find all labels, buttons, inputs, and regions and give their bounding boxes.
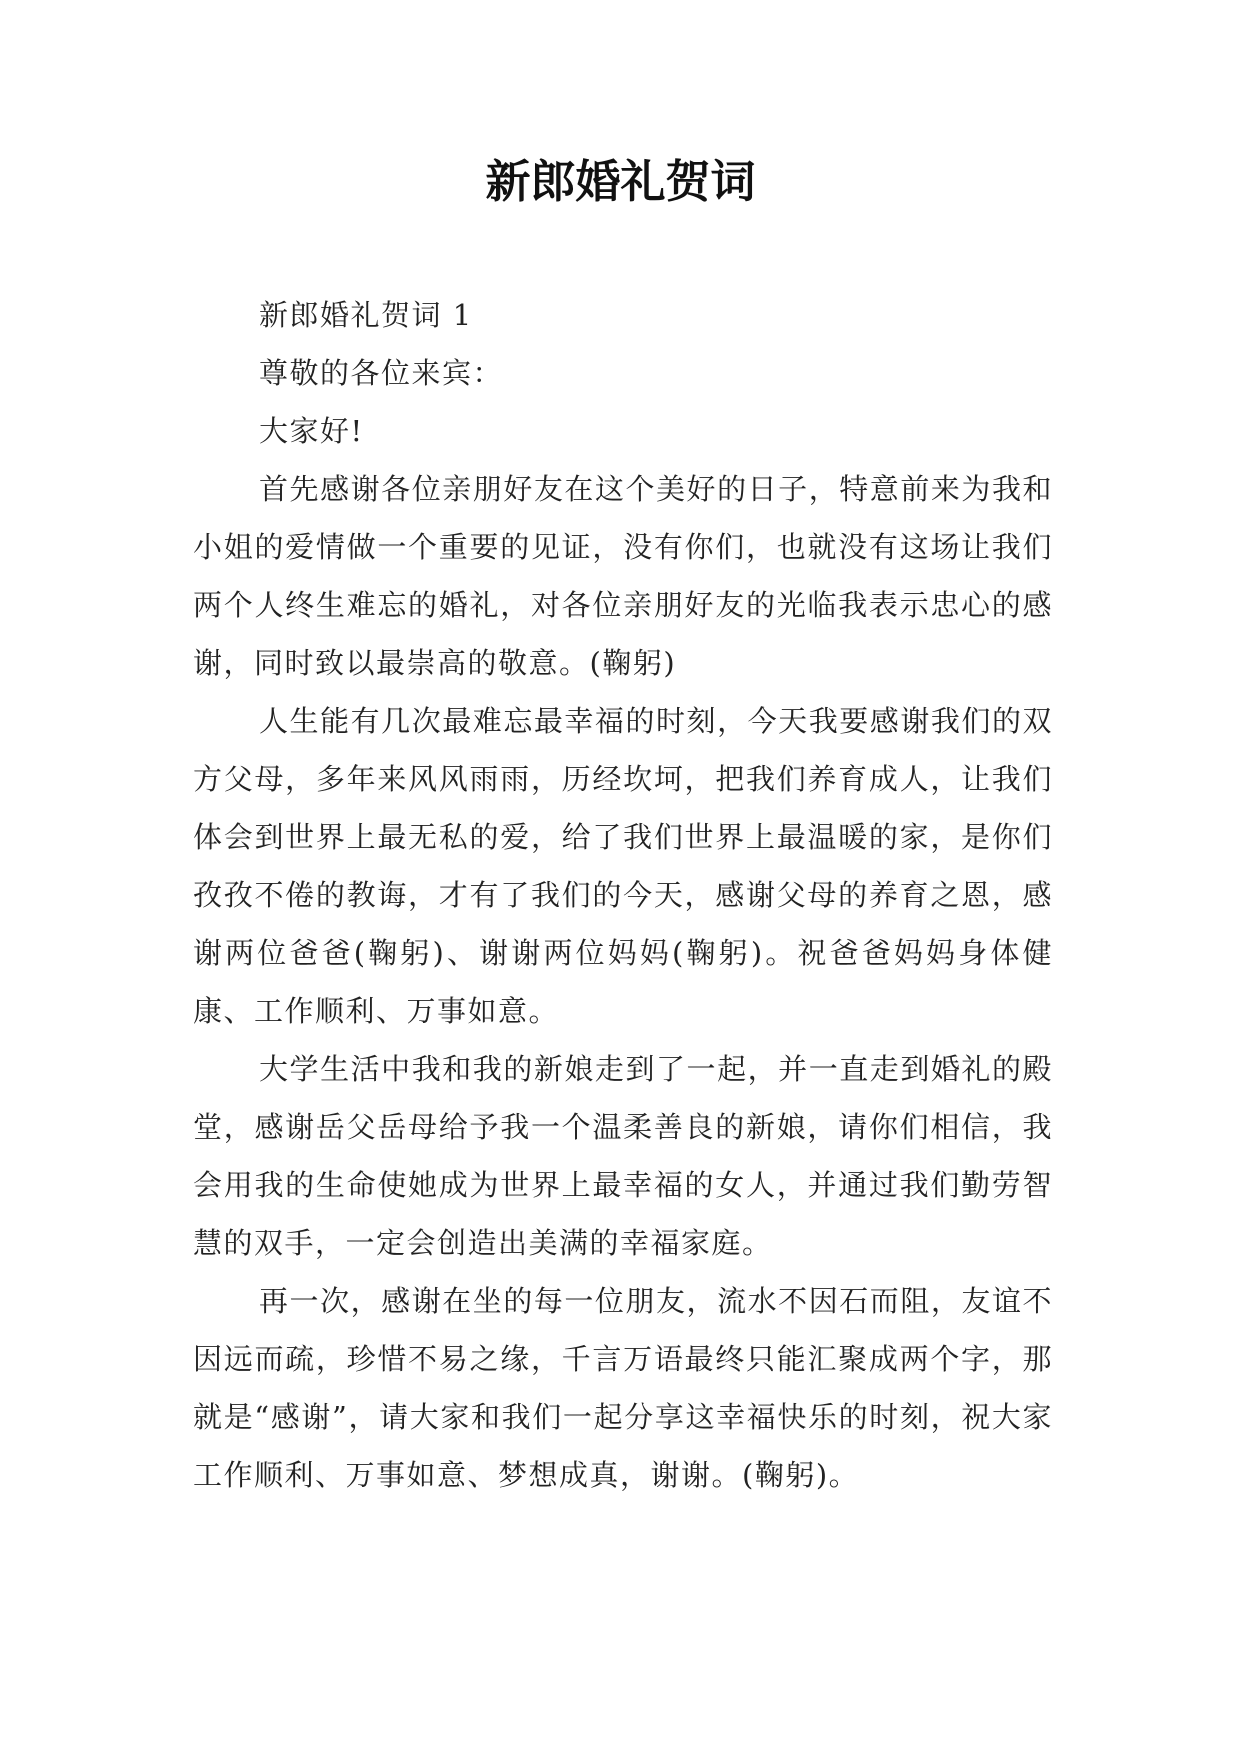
paragraph-bride: 大学生活中我和我的新娘走到了一起，并一直走到婚礼的殿堂，感谢岳父岳母给予我一个温柔善良的新娘，请你们相信，我会用我的生命使她成为世界上最幸福的女人，并通过我们勤劳智慧的双手，一定会创造出美满的幸福家庭。 (193, 1052, 1053, 1260)
paragraph-closing: 再一次，感谢在坐的每一位朋友，流水不因石而阻，友谊不因远而疏，珍惜不易之缘，千言万语最终只能汇聚成两个字，那就是“感谢”，请大家和我们一起分享这幸福快乐的时刻，祝大家工作顺利、万事如意、梦想成真，谢谢。(鞠躬)。 (193, 1284, 1053, 1492)
paragraph-thanks-parents: 人生能有几次最难忘最幸福的时刻，今天我要感谢我们的双方父母，多年来风风雨雨，历经坎坷，把我们养育成人，让我们体会到世界上最无私的爱，给了我们世界上最温暖的家，是你们孜孜不倦的教诲，才有了我们的今天，感谢父母的养育之恩，感谢两位爸爸(鞠躬)、谢谢两位妈妈(鞠躬)。祝爸爸妈妈身体健康、工作顺利、万事如意。 (193, 704, 1053, 1028)
document-body (193, 286, 1053, 1504)
paragraph-subtitle: 新郎婚礼贺词 1 (259, 298, 473, 332)
document-title: 新郎婚礼贺词 (485, 155, 756, 208)
paragraph-salutation: 尊敬的各位来宾： (259, 356, 504, 390)
paragraph-greeting: 大家好! (259, 414, 364, 448)
paragraph-thanks-guests: 首先感谢各位亲朋好友在这个美好的日子，特意前来为我和小姐的爱情做一个重要的见证，没有你们，也就没有这场让我们两个人终生难忘的婚礼，对各位亲朋好友的光临我表示忠心的感谢，同时致以最崇高的敬意。(鞠躬) (193, 472, 1053, 680)
